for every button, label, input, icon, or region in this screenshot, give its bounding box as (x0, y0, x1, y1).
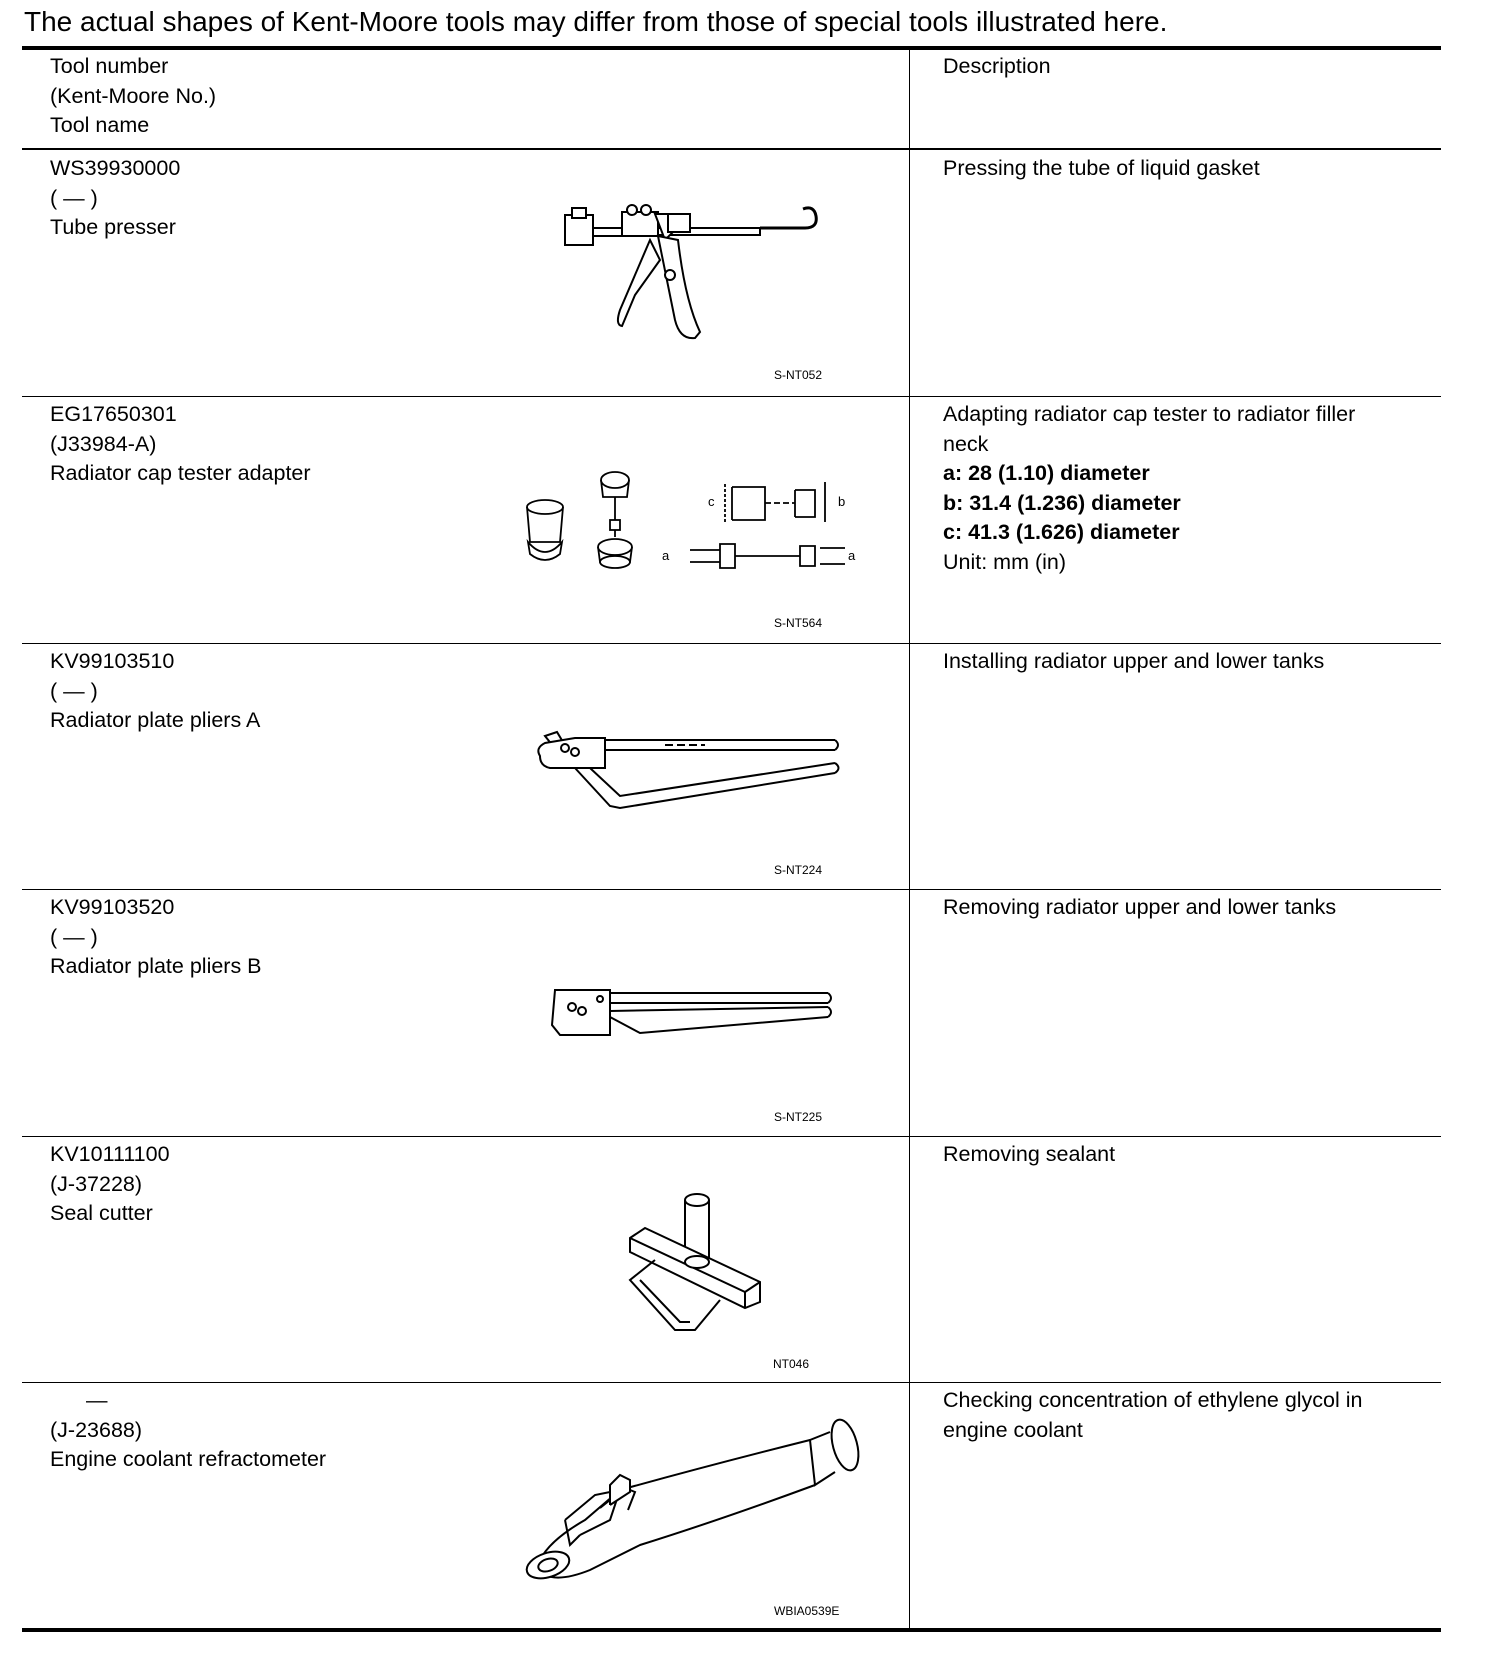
refractometer-icon (510, 1410, 870, 1590)
tool-cell-refractometer (50, 1386, 326, 1475)
description-line: Installing radiator upper and lower tanks (943, 649, 1325, 673)
tool-cell-tube-presser (50, 154, 180, 243)
tool-name: Radiator cap tester adapter (50, 461, 311, 485)
tool-name: Seal cutter (50, 1201, 153, 1225)
description-plate-pliers-b (943, 893, 1336, 923)
tool-name: Tube presser (50, 215, 176, 239)
kent-moore-number: (J33984-A) (50, 431, 157, 456)
figure-code: S-NT224 (774, 863, 823, 877)
header-tool-name: Tool name (50, 113, 150, 137)
description-refractometer (943, 1386, 1363, 1445)
row-divider (22, 889, 1441, 890)
tool-cell-radiator-cap-adapter (50, 400, 311, 489)
table-top-rule (22, 46, 1441, 50)
tool-number: EG17650301 (50, 402, 177, 426)
figure-code: S-NT564 (774, 616, 823, 630)
dimension-b: b: 31.4 (1.236) diameter (943, 490, 1181, 515)
header-tool-number: Tool number (50, 54, 169, 78)
description-line: Removing radiator upper and lower tanks (943, 895, 1337, 919)
description-radiator-cap-adapter (943, 400, 1355, 577)
dimension-label-a: a (662, 548, 670, 563)
dimension-label-a-right: a (848, 548, 856, 563)
figure-code: NT046 (773, 1357, 810, 1371)
dimension-label-b: b (838, 494, 846, 509)
tool-cell-plate-pliers-a (50, 647, 260, 736)
kent-moore-number: (J-37228) (50, 1171, 143, 1196)
row-divider (22, 643, 1441, 644)
tool-name: Radiator plate pliers B (50, 954, 262, 978)
tool-number: KV99103510 (50, 649, 175, 673)
row-divider (22, 1382, 1441, 1383)
tool-name: Radiator plate pliers A (50, 708, 261, 732)
tool-number: WS39930000 (50, 156, 181, 180)
tool-cell-seal-cutter (50, 1140, 170, 1229)
row-divider (22, 396, 1441, 397)
description-seal-cutter (943, 1140, 1115, 1170)
dimension-a: a: 28 (1.10) diameter (943, 461, 1150, 485)
tube-presser-icon (560, 200, 830, 350)
dimension-c: c: 41.3 (1.626) diameter (943, 520, 1180, 544)
description-line: Pressing the tube of liquid gasket (943, 156, 1260, 180)
tool-cell-plate-pliers-b (50, 893, 262, 982)
radiator-cap-adapter-icon (520, 462, 860, 582)
header-tool-column (50, 52, 216, 141)
description-line: neck (943, 431, 989, 456)
table-bottom-rule (22, 1628, 1441, 1632)
figure-code: WBIA0539E (774, 1604, 840, 1618)
kent-moore-number: ( — ) (50, 924, 98, 949)
tool-number: KV99103520 (50, 895, 175, 919)
kent-moore-number: ( — ) (50, 185, 98, 210)
unit-note: Unit: mm (in) (943, 549, 1067, 574)
intro-note: The actual shapes of Kent-Moore tools may differ from those of special tools illustrated here. (24, 6, 1168, 37)
dimension-label-c: c (708, 494, 715, 509)
row-divider (22, 1136, 1441, 1137)
description-plate-pliers-a (943, 647, 1324, 677)
description-line: engine coolant (943, 1417, 1083, 1442)
tool-name: Engine coolant refractometer (50, 1447, 327, 1471)
header-kent-moore-no: (Kent-Moore No.) (50, 83, 217, 108)
seal-cutter-icon (625, 1190, 775, 1340)
tool-number: — (86, 1388, 108, 1412)
description-tube-presser (943, 154, 1260, 184)
header-description: Description (943, 54, 1051, 78)
description-line: Checking concentration of ethylene glycol in (943, 1388, 1363, 1412)
plate-pliers-a-icon (535, 728, 845, 818)
kent-moore-number: ( — ) (50, 678, 98, 703)
tool-number: KV10111100 (50, 1142, 170, 1166)
description-line: Removing sealant (943, 1142, 1116, 1166)
kent-moore-number: (J-23688) (50, 1417, 143, 1442)
description-line: Adapting radiator cap tester to radiator filler (943, 402, 1356, 426)
figure-code: S-NT225 (774, 1110, 823, 1124)
column-divider (909, 48, 910, 1630)
figure-code: S-NT052 (774, 368, 823, 382)
plate-pliers-b-icon (550, 985, 840, 1045)
header-divider (22, 148, 1441, 150)
